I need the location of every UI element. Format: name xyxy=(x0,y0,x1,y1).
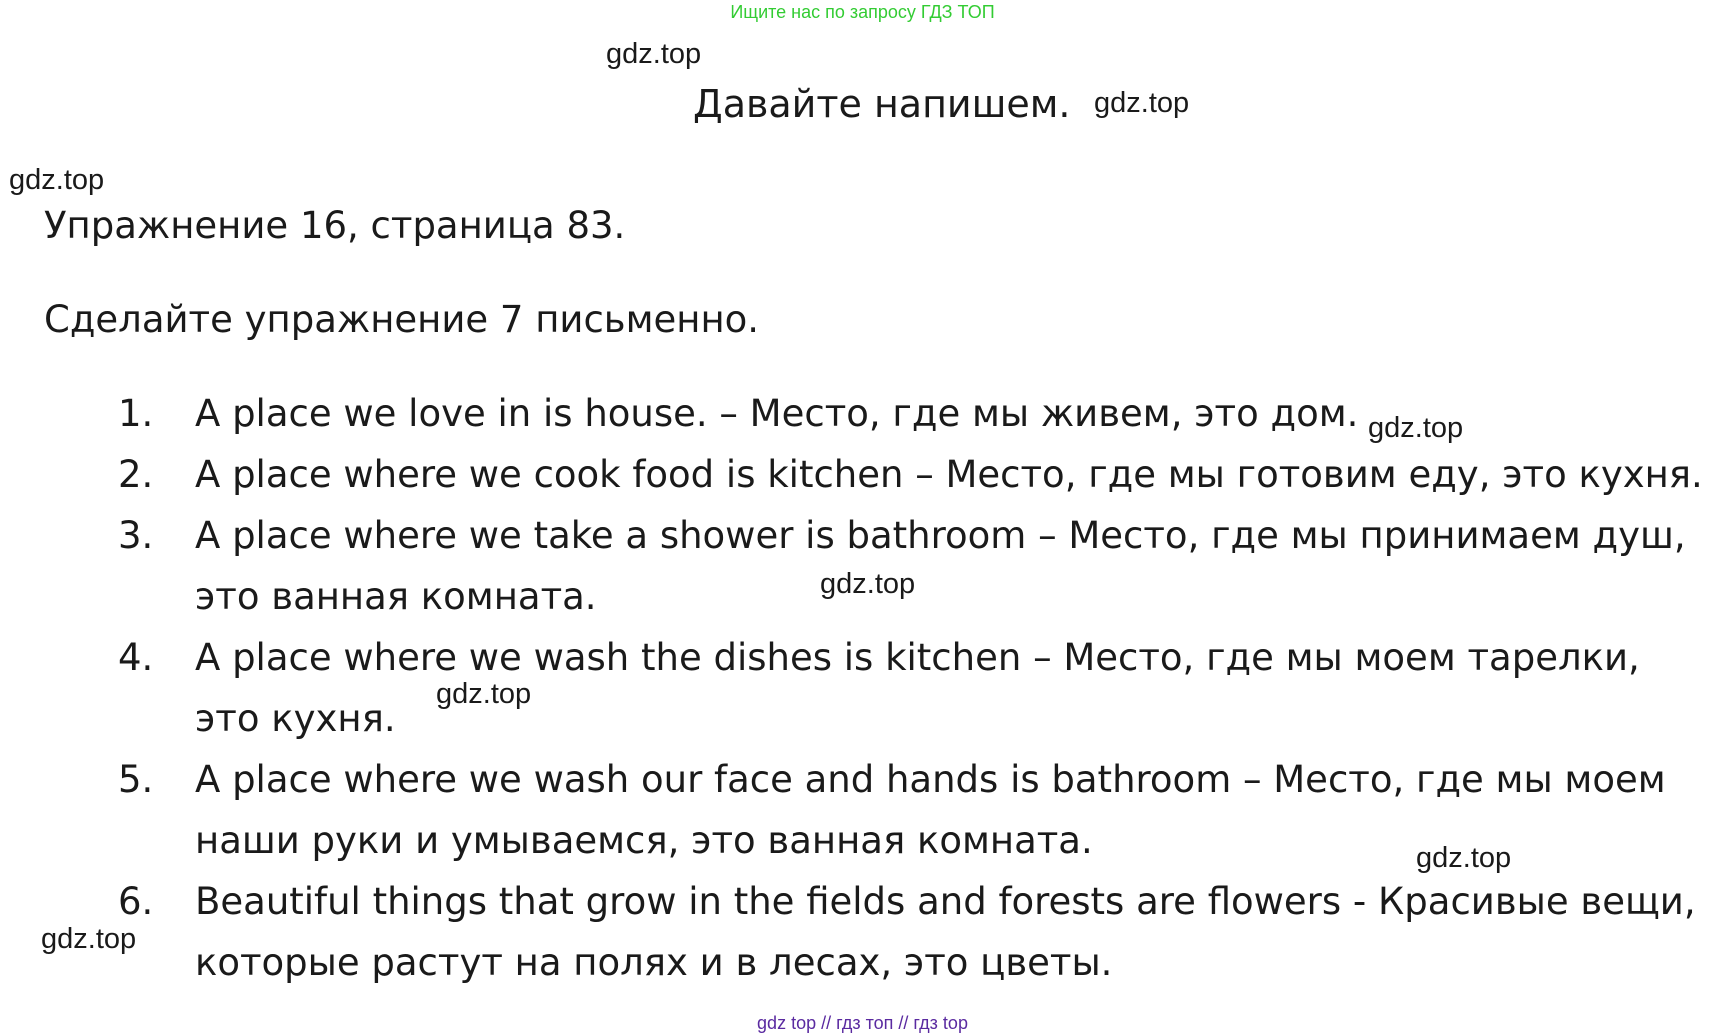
footer-links: gdz top // гдз топ // гдз top xyxy=(757,1013,968,1033)
answer-item xyxy=(0,505,1710,627)
watermark: gdz.top xyxy=(436,678,532,710)
watermark: gdz.top xyxy=(1416,842,1512,874)
page-heading: Давайте напишем. xyxy=(693,82,1071,126)
answer-item xyxy=(0,871,1710,993)
watermark: gdz.top xyxy=(1368,412,1464,444)
watermark: gdz.top xyxy=(9,164,105,196)
answer-text: A place we love in is house. – Место, где мы живем, это дом. xyxy=(195,392,1359,435)
answer-item xyxy=(0,444,1710,505)
answer-text: A place where we take a shower is bathroom – Место, где мы принимаем душ, это ванная комната. xyxy=(195,514,1686,618)
answer-number: 5. xyxy=(118,758,154,801)
answer-number: 2. xyxy=(118,453,154,496)
answer-number: 1. xyxy=(118,392,154,435)
exercise-title: Упражнение 16, страница 83. xyxy=(44,204,626,247)
top-banner: Ищите нас по запросу ГДЗ ТОП xyxy=(730,2,995,22)
answer-text: A place where we cook food is kitchen – Место, где мы готовим еду, это кухня. xyxy=(195,453,1703,496)
answer-list xyxy=(0,383,1725,993)
answer-text: A place where we wash our face and hands is bathroom – Место, где мы моем наши руки и умываемся, это ванная комната. xyxy=(195,758,1666,862)
answer-number: 4. xyxy=(118,636,154,679)
watermark: gdz.top xyxy=(41,923,137,955)
watermark: gdz.top xyxy=(1094,87,1190,119)
answer-text: A place where we wash the dishes is kitchen – Место, где мы моем тарелки, это кухня. xyxy=(195,636,1640,740)
watermark: gdz.top xyxy=(606,38,702,70)
watermark: gdz.top xyxy=(820,568,916,600)
exercise-task: Сделайте упражнение 7 письменно. xyxy=(44,298,760,341)
answer-number: 3. xyxy=(118,514,154,557)
answer-item xyxy=(0,627,1710,749)
answer-text: Beautiful things that grow in the fields and forests are flowers - Красивые вещи, которые растут на полях и в лесах, это цветы. xyxy=(195,880,1696,984)
answer-number: 6. xyxy=(118,880,154,923)
